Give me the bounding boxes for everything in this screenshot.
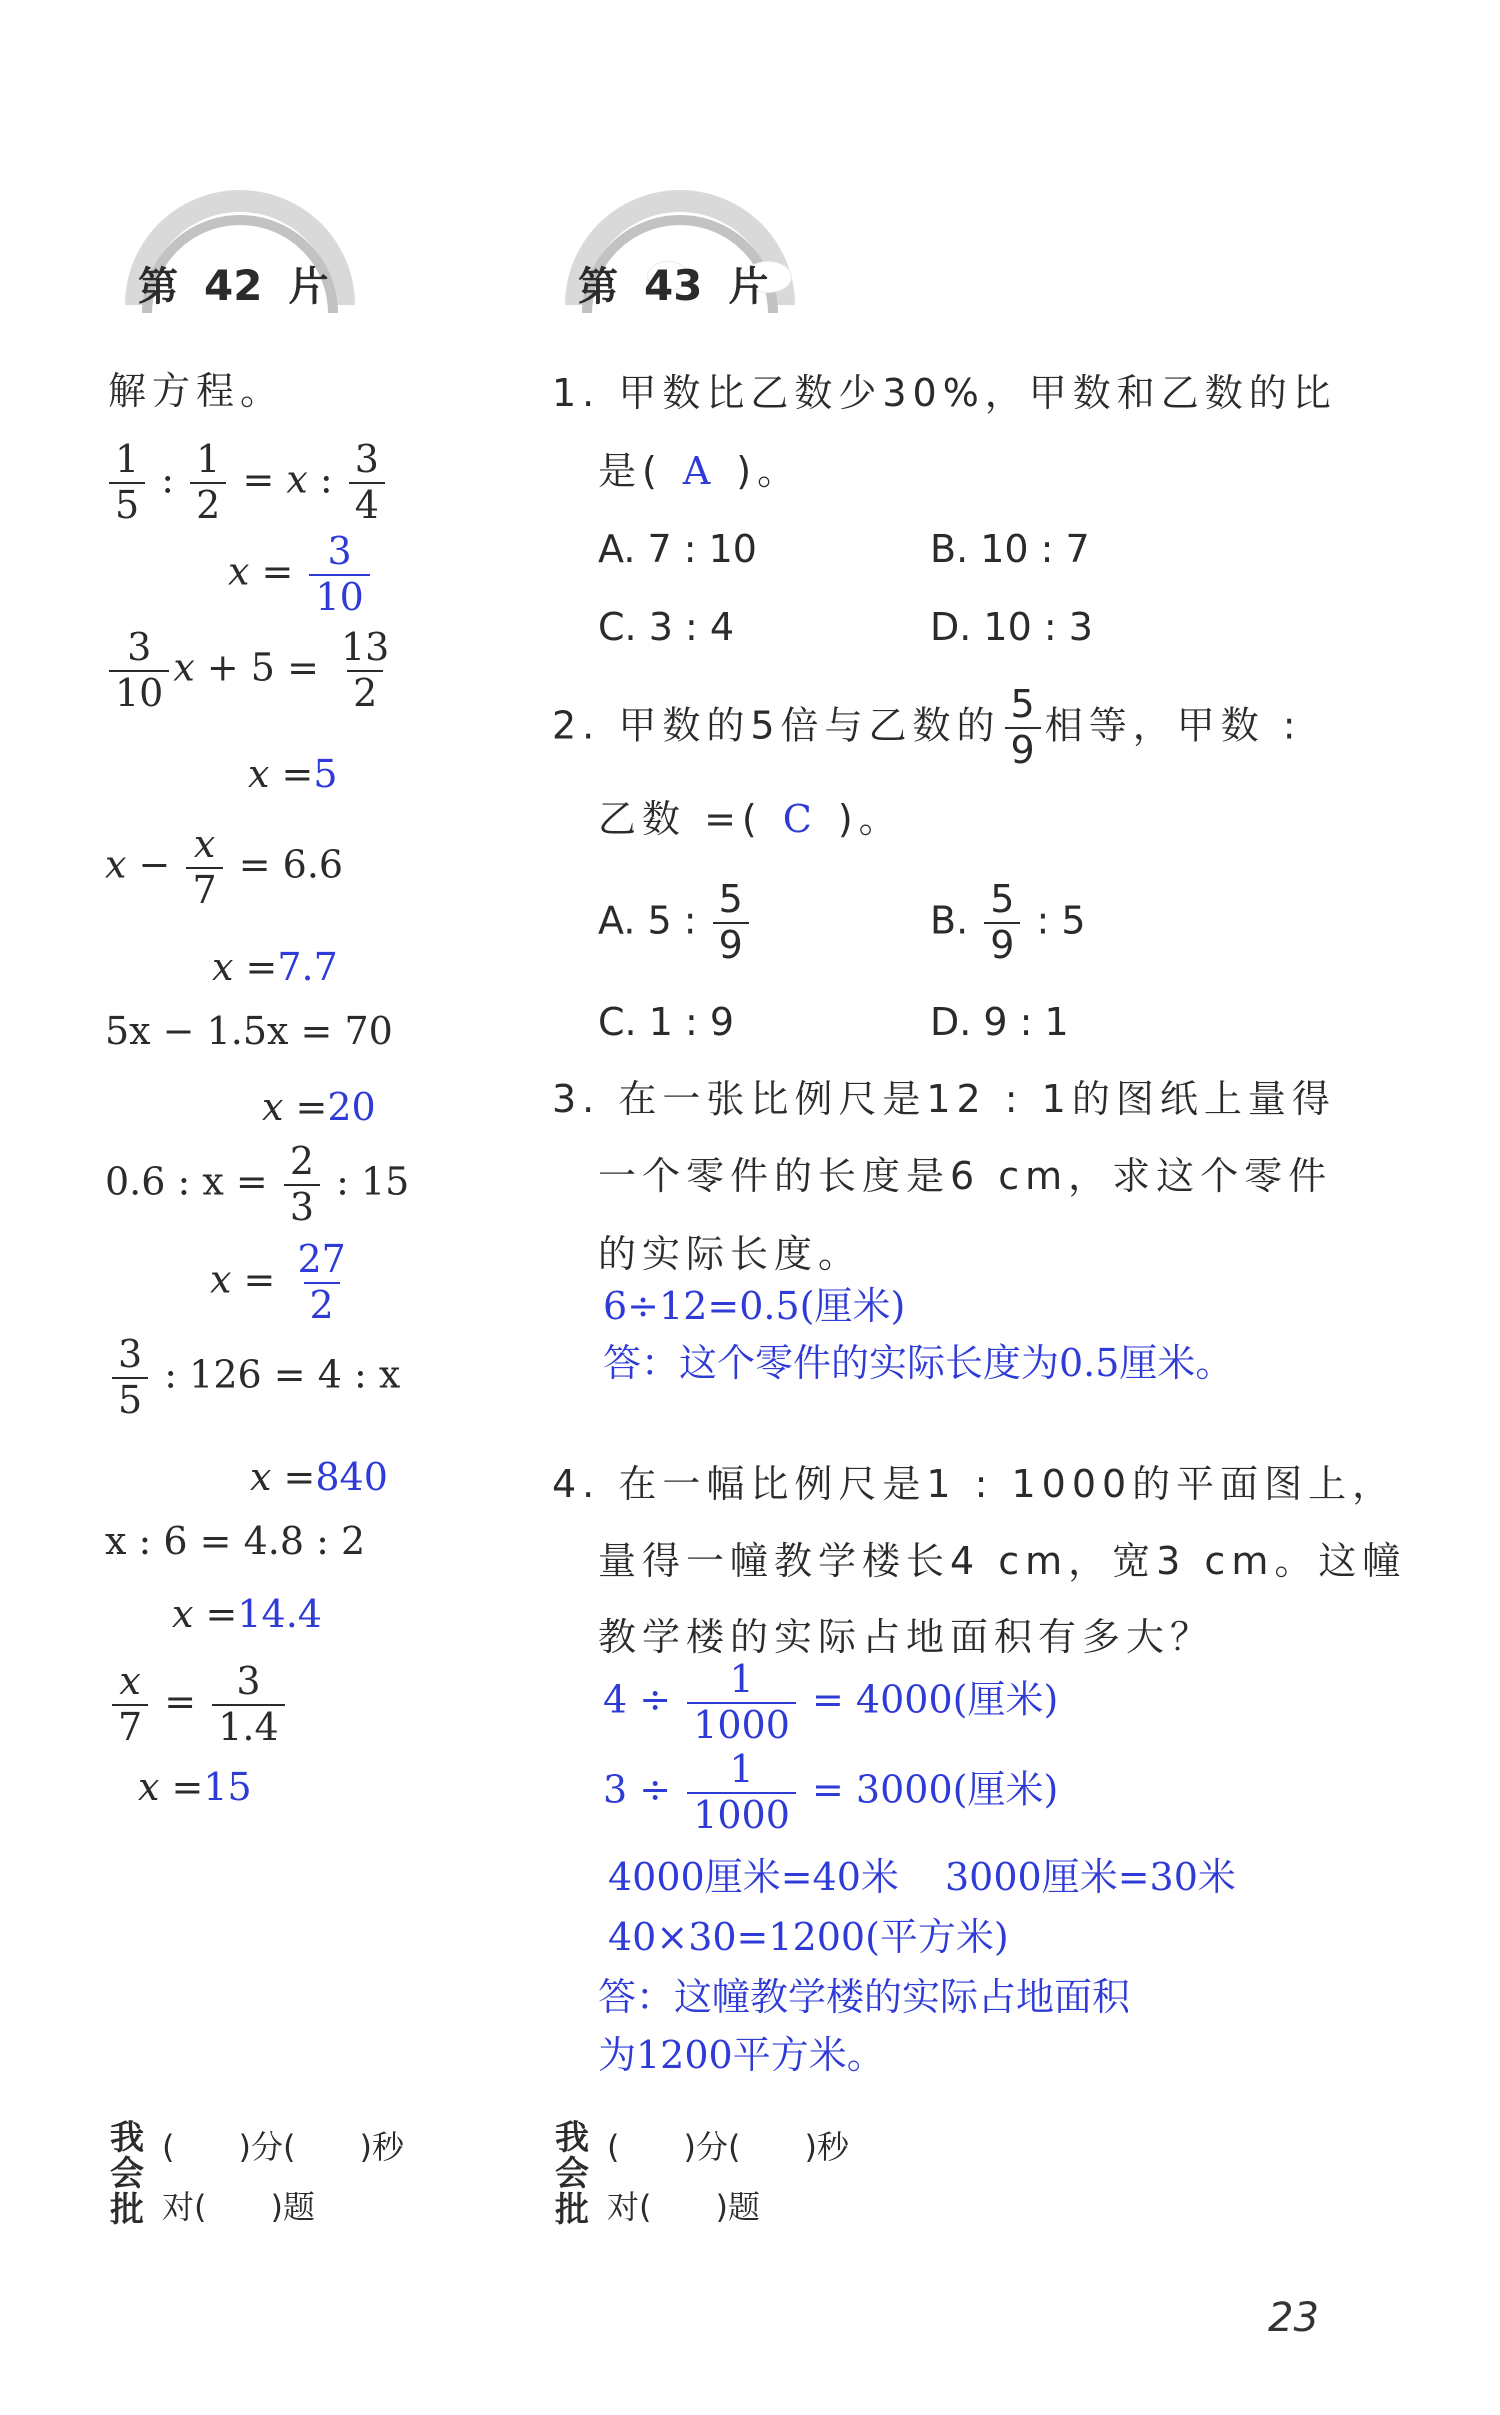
footer-left-time: ( )分( )秒 xyxy=(162,2128,404,2166)
header-right-number: 43 xyxy=(644,261,703,310)
footer-right-score: 对( )题 xyxy=(607,2188,760,2226)
header-left-number: 42 xyxy=(204,261,263,310)
q3-solution: 6÷12=0.5(厘米) xyxy=(603,1284,906,1328)
q3-line2: 一个零件的长度是6 cm，求这个零件 xyxy=(598,1154,1333,1198)
q1-option-c: C. 3 : 4 xyxy=(598,605,735,649)
header-left-prefix: 第 xyxy=(138,264,178,310)
footer-left-score: 对( )题 xyxy=(162,2188,315,2226)
header-right-suffix: 片 xyxy=(728,264,769,310)
equation-2: $\frac{3}{10}$ x + 5 = $\frac{13}{2}$ xyxy=(105,628,399,714)
q2-option-a: A. 5 : $\frac{5}{9}$ xyxy=(598,880,753,966)
q4-line1: 4. 在一幅比例尺是1 : 1000的平面图上， xyxy=(552,1462,1397,1506)
q2-option-d: D. 9 : 1 xyxy=(930,1000,1069,1044)
equation-8: $\frac{x}{7}$ = $\frac{3}{1.4}$ xyxy=(108,1662,289,1748)
q4-step-1: 4 ÷ $\frac{1}{1000}$ = 4000(厘米) xyxy=(603,1657,1059,1747)
q2-option-c: C. 1 : 9 xyxy=(598,1000,735,1044)
q4-answer-line1: 答：这幢教学楼的实际占地面积 xyxy=(598,1975,1131,2019)
q3-answer: 答：这个零件的实际长度为0.5厘米。 xyxy=(603,1341,1234,1385)
q2-line1: 2. 甲数的5倍与乙数的 $\frac{5}{9}$ 相等，甲数 : xyxy=(552,682,1302,772)
q4-answer-line2: 为1200平方米。 xyxy=(598,2033,885,2077)
equation-7: x : 6 = 4.8 : 2 xyxy=(105,1519,366,1563)
equation-1: $\frac{1}{5}$ : $\frac{1}{2}$ = x : $\frac{3}{4}$ xyxy=(105,440,389,526)
q1-line2: 是( A )。 xyxy=(598,449,802,493)
answer-4: x =20 xyxy=(262,1085,376,1129)
q2-option-b: B. $\frac{5}{9}$ : 5 xyxy=(930,877,1086,967)
footer-right-time: ( )分( )秒 xyxy=(607,2128,849,2166)
q1-option-b: B. 10 : 7 xyxy=(930,527,1090,571)
answer-6: x =840 xyxy=(250,1455,388,1499)
q4-step-4: 40×30=1200(平方米) xyxy=(608,1915,1009,1959)
q4-step-3a: 4000厘米=40米 xyxy=(608,1855,899,1899)
page-number: 23 xyxy=(1268,2295,1319,2341)
q4-line2: 量得一幢教学楼长4 cm，宽3 cm。这幢 xyxy=(598,1539,1407,1583)
q1-line1: 1. 甲数比乙数少30%，甲数和乙数的比 xyxy=(552,371,1337,415)
equation-6: $\frac{3}{5}$ : 126 = 4 : x xyxy=(108,1335,400,1421)
instruction: 解方程。 xyxy=(108,369,285,413)
answer-8: x =15 xyxy=(138,1765,252,1809)
q4-step-2: 3 ÷ $\frac{1}{1000}$ = 3000(厘米) xyxy=(603,1747,1059,1837)
q4-step-3b: 3000厘米=30米 xyxy=(945,1855,1236,1899)
answer-7: x =14.4 xyxy=(172,1592,322,1636)
equation-4: 5x − 1.5x = 70 xyxy=(105,1009,393,1053)
answer-3: x =7.7 xyxy=(212,945,338,989)
equation-3: x − $\frac{x}{7}$ = 6.6 xyxy=(105,822,344,912)
q1-option-a: A. 7 : 10 xyxy=(598,527,757,571)
q4-line3: 教学楼的实际占地面积有多大？ xyxy=(598,1615,1215,1659)
q2-answer: C xyxy=(782,797,818,841)
header-right-prefix: 第 xyxy=(578,264,618,310)
q1-option-d: D. 10 : 3 xyxy=(930,605,1093,649)
q1-answer: A xyxy=(682,449,717,493)
q2-line2: 乙数 =( C )。 xyxy=(598,797,903,841)
answer-2: x =5 xyxy=(248,752,338,796)
answer-5: x = $\frac{27}{2}$ xyxy=(210,1237,346,1327)
answer-1: x = $\frac{3}{10}$ xyxy=(228,532,374,618)
equation-5: 0.6 : x = $\frac{2}{3}$ : 15 xyxy=(105,1139,410,1229)
q3-line3: 的实际长度。 xyxy=(598,1232,863,1276)
header-left-suffix: 片 xyxy=(288,264,329,310)
q3-line1: 3. 在一张比例尺是12 : 1的图纸上量得 xyxy=(552,1077,1336,1121)
